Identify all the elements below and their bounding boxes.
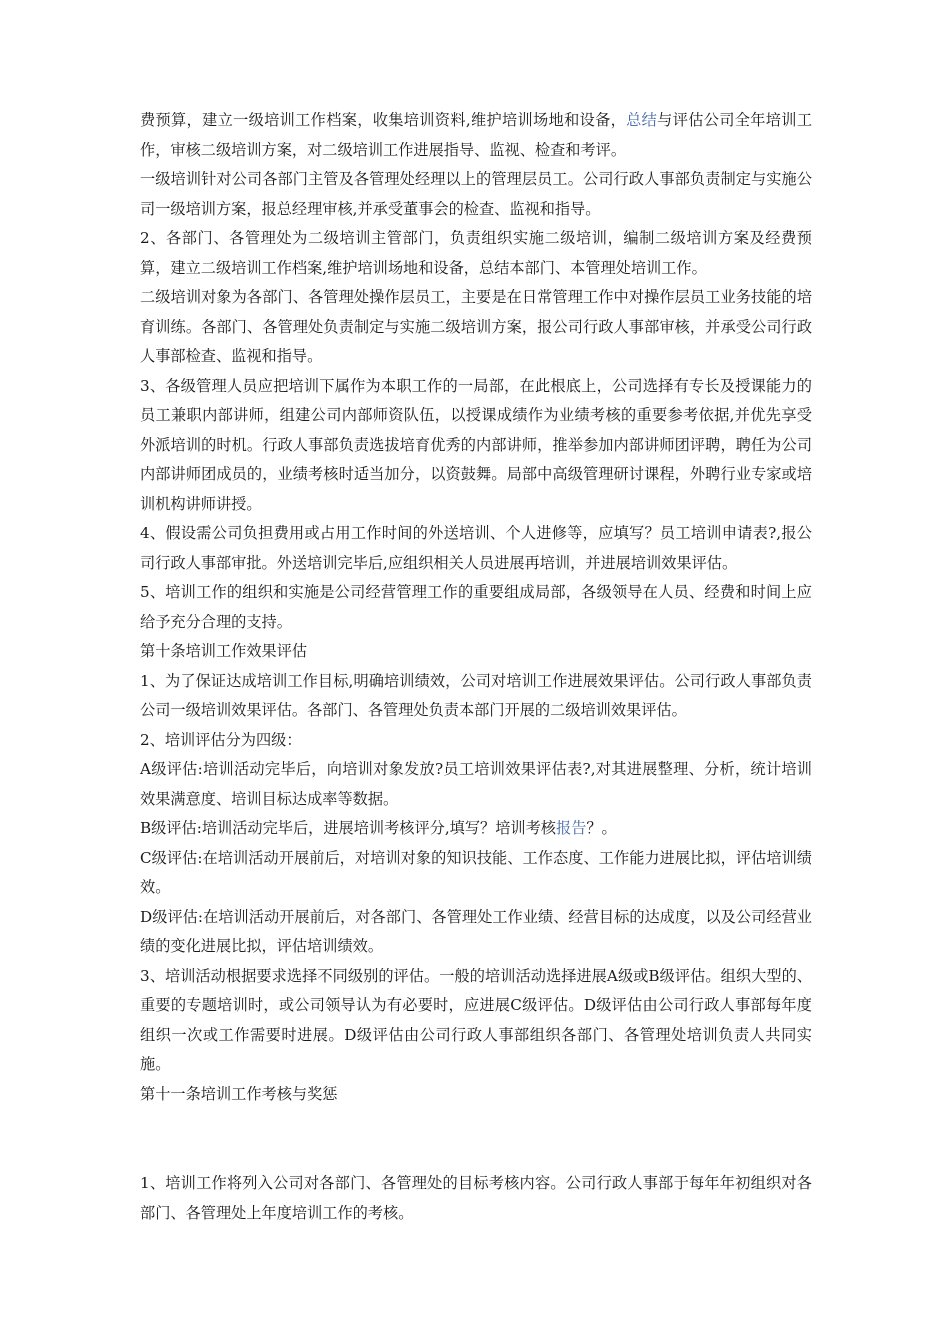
paragraph-15: 3、培训活动根据要求选择不同级别的评估。一般的培训活动选择进展A级或B级评估。组织大型的、重要的专题培训时，或公司领导认为有必要时，应进展C级评估。D级评估由公司行政人事部每年度组织一次或工作需要时进展。D级评估由公司行政人事部组织各部门、各管理处培训负责人共同实施。: [140, 966, 812, 1073]
section-heading-article-11: 第十一条培训工作考核与奖惩: [140, 1084, 338, 1103]
paragraph-17: 1、培训工作将列入公司对各部门、各管理处的目标考核内容。公司行政人事部于每年年初组织对各部门、各管理处上年度培训工作的考核。: [140, 1174, 812, 1222]
paragraph-level-b: [140, 814, 812, 844]
section-heading-article-10: 第十条培训工作效果评估: [140, 642, 308, 660]
paragraph-2: 一级培训针对公司各部门主管及各管理处经理以上的管理层员工。公司行政人事部负责制定与实施公司一级培训方案，报总经理审核,并承受董事会的检查、监视和指导。: [140, 170, 812, 218]
paragraph-level-a: A级评估:培训活动完毕后，向培训对象发放?员工培训效果评估表?,对其进展整理、分析，统计培训效果满意度、培训目标达成率等数据。: [140, 760, 812, 808]
paragraph-1: [140, 106, 812, 165]
paragraph-text: ？。: [586, 819, 617, 837]
paragraph-text: 费预算，建立一级培训工作档案，收集培训资料,维护培训场地和设备，: [140, 111, 627, 129]
paragraph-7: 5、培训工作的组织和实施是公司经营管理工作的重要组成局部，各级领导在人员、经费和时间上应给予充分合理的支持。: [140, 583, 812, 631]
paragraph-10: 2、培训评估分为四级：: [140, 730, 302, 749]
paragraph-level-d: D级评估:在培训活动开展前后，对各部门、各管理处工作业绩、经营目标的达成度，以及公司经营业绩的变化进展比拟，评估培训绩效。: [140, 907, 812, 955]
paragraph-6: 4、假设需公司负担费用或占用工作时间的外送培训、个人进修等，应填写？员工培训申请表?,报公司行政人事部审批。外送培训完毕后,应组织相关人员进展再培训，并进展培训效果评估。: [140, 524, 812, 572]
summary-link[interactable]: 总结: [626, 111, 658, 129]
paragraph-text: B级评估:培训活动完毕后，进展培训考核评分,填写？培训考核: [140, 819, 556, 837]
paragraph-9: 1、为了保证达成培训工作目标,明确培训绩效，公司对培训工作进展效果评估。公司行政人事部负责公司一级培训效果评估。各部门、各管理处负责本部门开展的二级培训效果评估。: [140, 671, 812, 719]
document-page: [140, 106, 812, 1228]
paragraph-text: 与评估公司全年培训工作，审核二级培训方案，对二级培训工作进展指导、监视、检查和考评。: [140, 111, 812, 159]
paragraph-3: 2、各部门、各管理处为二级培训主管部门，负责组织实施二级培训，编制二级培训方案及经费预算，建立二级培训工作档案,维护培训场地和设备，总结本部门、本管理处培训工作。: [140, 229, 812, 277]
report-link[interactable]: 报告: [555, 819, 587, 837]
paragraph-5: 3、各级管理人员应把培训下属作为本职工作的一局部，在此根底上，公司选择有专长及授课能力的员工兼职内部讲师，组建公司内部师资队伍，以授课成绩作为业绩考核的重要参考依据,并优先享受外派培训的时机。行政人事部负责选拔培育优秀的内部讲师，推举参加内部讲师团评聘，聘任为公司内部讲师团成员的，业绩考核时适当加分，以资鼓舞。局部中高级管理研讨课程，外聘行业专家或培训机构讲师讲授。: [140, 376, 812, 513]
paragraph-level-c: C级评估:在培训活动开展前后，对培训对象的知识技能、工作态度、工作能力进展比拟，评估培训绩效。: [140, 848, 812, 896]
paragraph-4: 二级培训对象为各部门、各管理处操作层员工，主要是在日常管理工作中对操作层员工业务技能的培育训练。各部门、各管理处负责制定与实施二级培训方案，报公司行政人事部审核，并承受公司行政人事部检查、监视和指导。: [140, 288, 812, 365]
